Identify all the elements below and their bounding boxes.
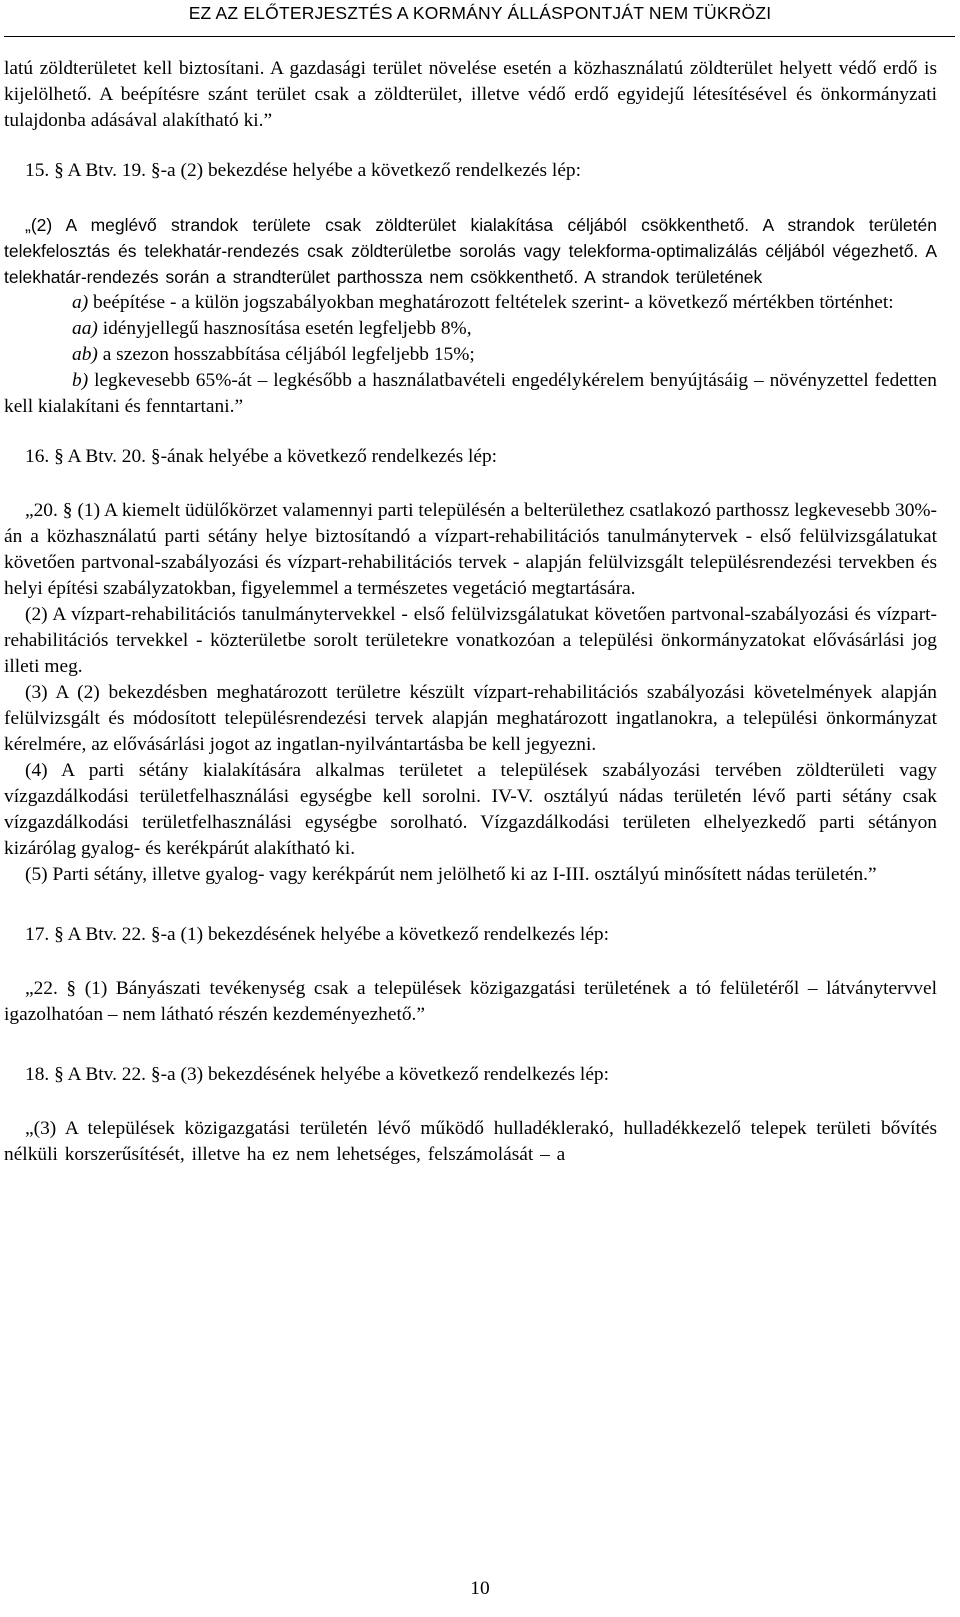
quote-btv-22-1: „22. § (1) Bányászati tevékenység csak a települések közigazgatási területének a tó felületéről – látványtervvel igazolhatóan – nem látható részén kezdeményezhető.” — [4, 978, 937, 1025]
list-item-b — [4, 368, 937, 420]
section-15-heading: 15. § A Btv. 19. §-a (2) bekezdése helyébe a következő rendelkezés lép: — [25, 160, 582, 181]
document-header: EZ AZ ELŐTERJESZTÉS A KORMÁNY ÁLLÁSPONTJÁT NEM TÜKRÖZI — [188, 3, 772, 23]
list-text-aa: idényjellegű hasznosítása esetén legfeljebb 8%, — [102, 318, 472, 339]
list-label-a: a) — [72, 292, 89, 313]
quote-btv-20-4: (4) A parti sétány kialakítására alkalmas területet a települések szabályozási tervében zöldterületi vagy vízgazdálkodási területfelhasználási egységbe kell sorolni. IV-V. osztályú nádas területén lévő parti sétány csak vízgazdálkodási területfelhasználási egységbe sorolható. Vízgazdálkodási területen elhelyezkedő parti sétányon kizárólag gyalog- és kerékpárút alakítható ki. — [4, 760, 937, 859]
list-text-b: legkevesebb 65%-át – legkésőbb a használatbavételi engedélykérelem benyújtásáig – növényzettel fedetten kell kialakítani és fenntartani.” — [4, 370, 937, 417]
quote-btv-20-5: (5) Parti sétány, illetve gyalog- vagy kerékpárút nem jelölhető ki az I-III. osztályú minősített nádas területén.” — [25, 864, 877, 885]
list-item-ab — [4, 342, 937, 368]
quote-btv-20-1: „20. § (1) A kiemelt üdülőkörzet valamennyi parti településén a belterülethez csatlakozó parthossz legkevesebb 30%-án a közhasználatú parti sétány helye biztosítandó a vízpart-rehabilitációs tanulmánytervek - első felülvizsgálatukat követően partvonal-szabályozási és vízpart-rehabilitációs tervek - alapján felülvizsgált településrendezési tervekben és helyi építési szabályzatokban, figyelemmel a természetes vegetáció megtartására. — [4, 500, 937, 599]
section-16-heading: 16. § A Btv. 20. §-ának helyébe a következő rendelkezés lép: — [25, 446, 498, 467]
quote-btv-22-3: „(3) A települések közigazgatási területén lévő működő hulladéklerakó, hulladékkezelő telepek területi bővítés nélküli korszerűsítését, illetve ha ez nem lehetséges, felszámolását – a — [4, 1118, 937, 1165]
list-item-aa — [4, 316, 937, 342]
list-label-b: b) — [72, 370, 89, 391]
paragraph-continuation: latú zöldterületet kell biztosítani. A gazdasági terület növelése esetén a közhasználatú zöldterület helyett védő erdő is kijelölhető. A beépítésre szánt terület csak a zöldterület, illetve védő erdő egyidejű létesítésével és önkormányzati tulajdonba adásával alakítható ki.” — [4, 58, 937, 131]
quote-btv-19-2: „(2) A meglévő strandok területe csak zöldterület kialakítása céljából csökkenthető. A strandok területén telekfelosztás és telekhatár-rendezés csak zöldterületbe sorolás vagy telekforma-optimalizálás céljából végezhető. A telekhatár-rendezés során a strandterület parthossza nem csökkenthető. A strandok területének — [4, 215, 937, 287]
list-label-aa: aa) — [72, 318, 98, 339]
quote-btv-20-2: (2) A vízpart-rehabilitációs tanulmánytervekkel - első felülvizsgálatukat követően partvonal-szabályozási és vízpart-rehabilitációs tervekkel - közterületbe sorolt területekre vonatkozóan a települési önkormányzatokat elővásárlási jog illeti meg. — [4, 604, 937, 677]
document-body — [4, 56, 937, 1168]
quote-btv-20-3: (3) A (2) bekezdésben meghatározott területre készült vízpart-rehabilitációs szabályozási követelmények alapján felülvizsgált és módosított településrendezési tervek alapján meghatározott ingatlanokra, a települési önkormányzat kérelmére, az elővásárlási jogot az ingatlan-nyilvántartásba be kell jegyezni. — [4, 682, 937, 755]
page-number: 10 — [470, 1578, 490, 1599]
list-text-ab: a szezon hosszabbítása céljából legfeljebb 15%; — [102, 344, 475, 365]
list-label-ab: ab) — [72, 344, 98, 365]
section-18-heading: 18. § A Btv. 22. §-a (3) bekezdésének helyébe a következő rendelkezés lép: — [25, 1064, 610, 1085]
list-item-a — [4, 290, 937, 316]
header-divider — [4, 36, 955, 37]
section-17-heading: 17. § A Btv. 22. §-a (1) bekezdésének helyébe a következő rendelkezés lép: — [25, 924, 610, 945]
list-text-a: beépítése - a külön jogszabályokban meghatározott feltételek szerint- a következő mértékben történhet: — [93, 292, 894, 313]
